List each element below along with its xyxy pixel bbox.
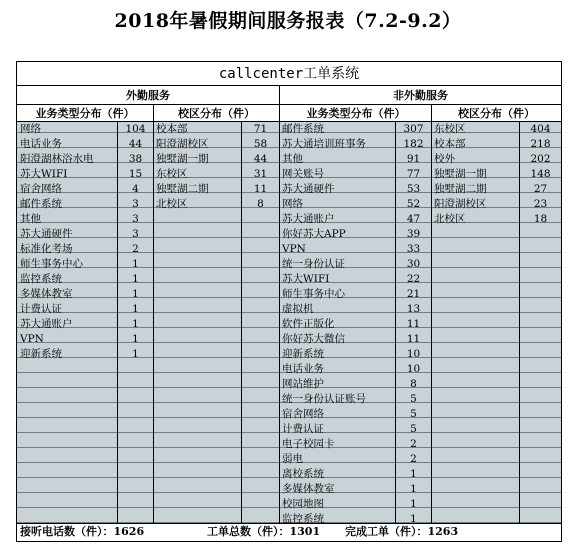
field-business-count: 44 [128,138,143,150]
nonfield-business-count: 52 [406,198,421,210]
nonfield-business-name: 电子校园卡 [282,438,335,450]
nonfield-business-header: 业务类型分布（件） [306,107,406,120]
nonfield-campus-count: 27 [533,183,548,195]
field-campus-name: 独墅湖二期 [156,183,209,195]
field-campus-name: 东校区 [156,168,188,180]
nonfield-business-count: 39 [406,228,421,240]
field-campus-name: 阳澄湖校区 [156,138,209,150]
nonfield-business-name: 网站维护 [282,378,324,390]
field-business-count: 1 [132,303,139,315]
nonfield-business-name: 校园地图 [282,498,324,510]
footer-completed-orders: 完成工单（件）：1263 [345,525,459,538]
footer-calls: 接听电话数（件）：1626 [20,525,145,538]
field-business-count: 3 [132,213,139,225]
field-campus-count: 44 [253,153,268,165]
field-campus-count: 11 [253,183,268,195]
nonfield-business-name: 师生事务中心 [282,288,345,300]
nonfield-business-count: 30 [406,258,421,270]
nonfield-business-count: 8 [410,378,417,390]
field-business-count: 3 [132,198,139,210]
nonfield-business-name: 虚拟机 [282,303,314,315]
field-business-count: 104 [125,123,146,135]
field-business-count: 1 [132,273,139,285]
nonfield-business-name: 你好苏大APP [282,228,346,240]
field-business-name: 标准化考场 [20,243,73,255]
nonfield-business-count: 1 [410,513,417,525]
field-business-count: 4 [132,183,139,195]
nonfield-business-count: 77 [406,168,421,180]
field-business-count: 1 [132,318,139,330]
field-business-name: 师生事务中心 [20,258,83,270]
nonfield-business-name: 你好苏大微信 [282,333,345,345]
field-service-header: 外勤服务 [126,89,170,102]
nonfield-business-count: 307 [403,123,424,135]
nonfield-business-count: 33 [406,243,421,255]
nonfield-business-name: 弱电 [282,453,303,465]
nonfield-business-count: 53 [406,183,421,195]
nonfield-business-count: 5 [410,408,417,420]
nonfield-business-count: 21 [406,288,421,300]
nonfield-campus-name: 独墅湖二期 [434,183,487,195]
field-business-name: 监控系统 [20,273,62,285]
field-business-count: 1 [132,258,139,270]
field-business-name: 网络 [20,123,41,135]
nonfield-business-name: 统一身份认证 [282,258,345,270]
field-business-name: 其他 [20,213,41,225]
nonfield-business-count: 22 [406,273,421,285]
nonfield-business-count: 2 [410,438,417,450]
nonfield-campus-name: 北校区 [434,213,466,225]
field-business-count: 1 [132,333,139,345]
nonfield-business-name: 软件正版化 [282,318,335,330]
nonfield-business-name: VPN [282,243,306,255]
nonfield-campus-name: 独墅湖一期 [434,168,487,180]
nonfield-campus-count: 202 [530,153,551,165]
nonfield-business-count: 10 [406,348,421,360]
nonfield-business-name: 监控系统 [282,513,324,525]
field-business-name: 迎新系统 [20,348,62,360]
nonfield-business-count: 10 [406,363,421,375]
field-campus-name: 校本部 [156,123,188,135]
field-campus-count: 8 [257,198,264,210]
field-business-name: 邮件系统 [20,198,62,210]
field-business-name: 多媒体教室 [20,288,73,300]
nonfield-business-count: 5 [410,423,417,435]
field-business-name: 苏大WIFI [20,168,68,180]
field-campus-count: 31 [253,168,268,180]
nonfield-business-count: 47 [406,213,421,225]
nonfield-campus-count: 18 [533,213,548,225]
nonfield-campus-count: 218 [530,138,551,150]
nonfield-business-name: 多媒体教室 [282,483,335,495]
nonfield-campus-name: 阳澄湖校区 [434,198,487,210]
nonfield-campus-count: 23 [533,198,548,210]
nonfield-business-name: 网络 [282,198,303,210]
field-business-header: 业务类型分布（件） [35,107,135,120]
nonfield-business-name: 宿舍网络 [282,408,324,420]
footer-total-orders: 工单总数（件）：1301 [207,525,321,538]
field-business-name: 计费认证 [20,303,62,315]
field-business-name: 苏大通账户 [20,318,73,330]
nonfield-business-count: 11 [406,318,421,330]
report-table [16,61,562,542]
nonfield-campus-header: 校区分布（件） [458,107,535,120]
nonfield-campus-name: 校外 [434,153,455,165]
nonfield-business-count: 2 [410,453,417,465]
nonfield-business-count: 1 [410,483,417,495]
nonfield-business-name: 其他 [282,153,303,165]
nonfield-campus-name: 东校区 [434,123,466,135]
nonfield-business-count: 1 [410,468,417,480]
field-business-name: 苏大通硬件 [20,228,73,240]
field-business-count: 38 [128,153,143,165]
nonfield-business-name: 苏大通账户 [282,213,335,225]
field-campus-name: 北校区 [156,198,188,210]
field-business-count: 3 [132,228,139,240]
nonfield-business-name: 邮件系统 [282,123,324,135]
field-campus-count: 58 [253,138,268,150]
nonfield-campus-name: 校本部 [434,138,466,150]
field-business-name: 电话业务 [20,138,62,150]
nonfield-business-name: 网关账号 [282,168,324,180]
nonfield-business-name: 电话业务 [282,363,324,375]
field-business-count: 1 [132,348,139,360]
field-campus-count: 71 [253,123,268,135]
nonfield-business-name: 苏大通培训班事务 [282,138,366,150]
nonfield-service-header: 非外勤服务 [393,89,448,102]
field-campus-name: 独墅湖一期 [156,153,209,165]
field-business-count: 2 [132,243,139,255]
nonfield-campus-count: 404 [530,123,551,135]
nonfield-business-count: 182 [403,138,424,150]
nonfield-business-count: 91 [406,153,421,165]
field-business-name: 宿舍网络 [20,183,62,195]
nonfield-business-name: 苏大通硬件 [282,183,335,195]
nonfield-business-count: 1 [410,498,417,510]
field-business-count: 15 [128,168,143,180]
nonfield-business-name: 离校系统 [282,468,324,480]
field-business-count: 1 [132,288,139,300]
nonfield-business-name: 苏大WIFI [282,273,330,285]
nonfield-campus-count: 148 [530,168,551,180]
nonfield-business-name: 迎新系统 [282,348,324,360]
field-business-name: VPN [20,333,44,345]
system-title: callcenter工单系统 [218,66,360,82]
nonfield-business-count: 5 [410,393,417,405]
nonfield-business-count: 13 [406,303,421,315]
nonfield-business-name: 统一身份认证账号 [282,393,366,405]
field-campus-header: 校区分布（件） [178,107,255,120]
page-title: 2018年暑假期间服务报表（7.2-9.2） [114,10,462,32]
nonfield-business-count: 11 [406,333,421,345]
nonfield-business-name: 计费认证 [282,423,324,435]
field-business-name: 阳澄湖林浴水电 [20,153,94,165]
